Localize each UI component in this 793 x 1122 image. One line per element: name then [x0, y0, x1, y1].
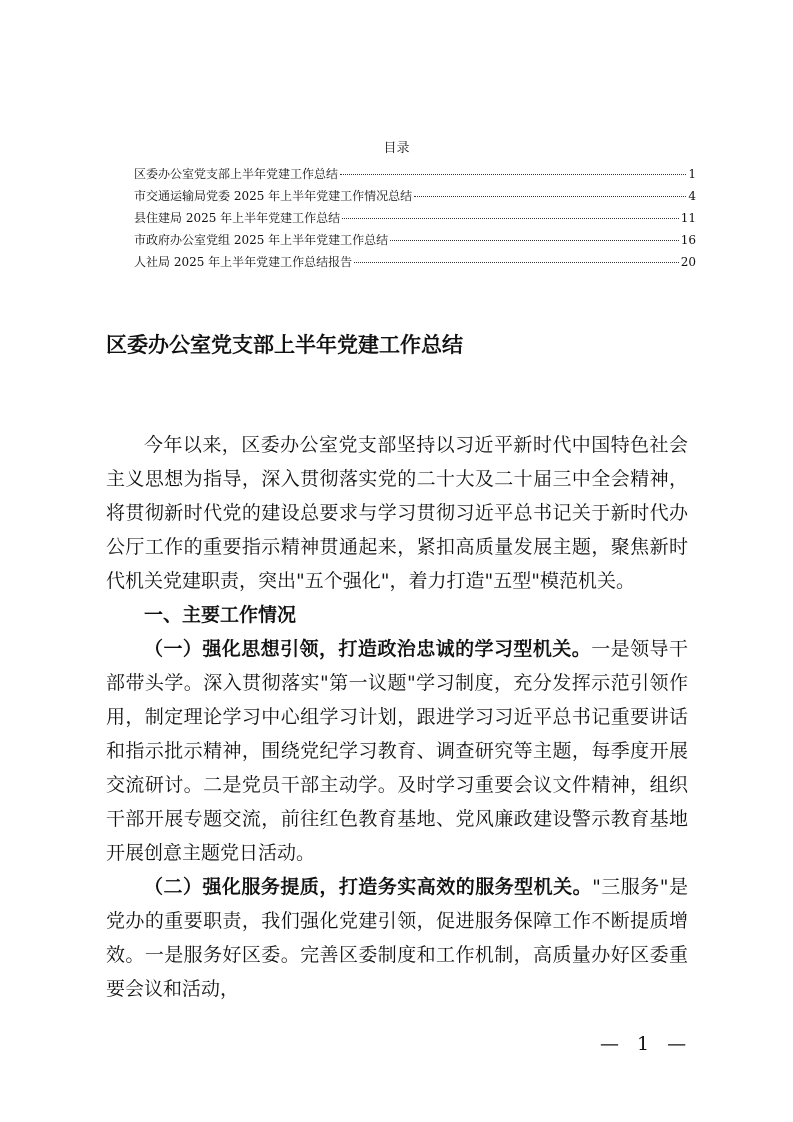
toc-leader-dots — [390, 240, 679, 241]
section-heading: 一、主要工作情况 — [144, 604, 297, 626]
toc-entry-text: 人社局 2025 年上半年党建工作总结报告 — [134, 255, 353, 269]
toc-leader-dots — [340, 174, 686, 175]
toc-entry-page: 20 — [680, 255, 696, 269]
paragraph-one-body: 一是领导干部带头学。深入贯彻落实"第一议题"学习制度，充分发挥示范引领作用，制定理论学习中心组学习计划，跟进学习习近平总书记重要讲话和指示批示精神，围绕党纪学习教育、调查研究等主题，每季度开展交流研讨。二是党员干部主动学。及时学习重要会议文件精神，组织干部开展专题交流，前往红色教育基地、党风廉政建设警示教育基地开展创意主题党日活动。 — [106, 638, 688, 864]
toc-entry-text: 区委办公室党支部上半年党建工作总结 — [134, 167, 339, 181]
document-title: 区委办公室党支部上半年党建工作总结 — [106, 333, 463, 357]
toc-leader-dots — [342, 218, 679, 219]
toc-entry-page: 11 — [680, 211, 696, 225]
paragraph-two — [106, 870, 688, 1006]
toc-entry[interactable] — [134, 185, 696, 207]
page-number: — 1 — — [600, 1033, 693, 1055]
paragraph-one-heading: （一）强化思想引领，打造政治忠诚的学习型机关。 — [144, 638, 592, 660]
paragraph-one — [106, 632, 688, 870]
document-body — [106, 428, 688, 1006]
toc-entry[interactable] — [134, 229, 696, 251]
toc-entry-page: 1 — [688, 167, 696, 181]
toc-entry[interactable] — [134, 163, 696, 185]
intro-paragraph: 今年以来，区委办公室党支部坚持以习近平新时代中国特色社会主义思想为指导，深入贯彻落实党的二十大及二十届三中全会精神，将贯彻新时代党的建设总要求与学习贯彻习近平总书记关于新时代办公厅工作的重要指示精神贯通起来，紧扣高质量发展主题，聚焦新时代机关党建职责，突出"五个强化"，着力打造"五型"模范机关。 — [106, 434, 688, 592]
paragraph-two-body: "三服务"是党办的重要职责，我们强化党建引领，促进服务保障工作不断提质增效。一是服务好区委。完善区委制度和工作机制，高质量办好区委重要会议和活动， — [106, 876, 688, 1000]
toc-entry-page: 16 — [680, 233, 696, 247]
table-of-contents — [134, 163, 696, 273]
toc-entry-text: 市交通运输局党委 2025 年上半年党建工作情况总结 — [134, 189, 413, 203]
toc-entry[interactable] — [134, 207, 696, 229]
toc-entry-text: 县住建局 2025 年上半年党建工作总结 — [134, 211, 341, 225]
toc-leader-dots — [414, 196, 686, 197]
paragraph-two-heading: （二）强化服务提质，打造务实高效的服务型机关。 — [144, 876, 593, 898]
toc-entry[interactable] — [134, 251, 696, 273]
toc-entry-page: 4 — [688, 189, 696, 203]
toc-leader-dots — [354, 262, 679, 263]
toc-title: 目录 — [383, 141, 410, 156]
toc-entry-text: 市政府办公室党组 2025 年上半年党建工作总结 — [134, 233, 389, 247]
